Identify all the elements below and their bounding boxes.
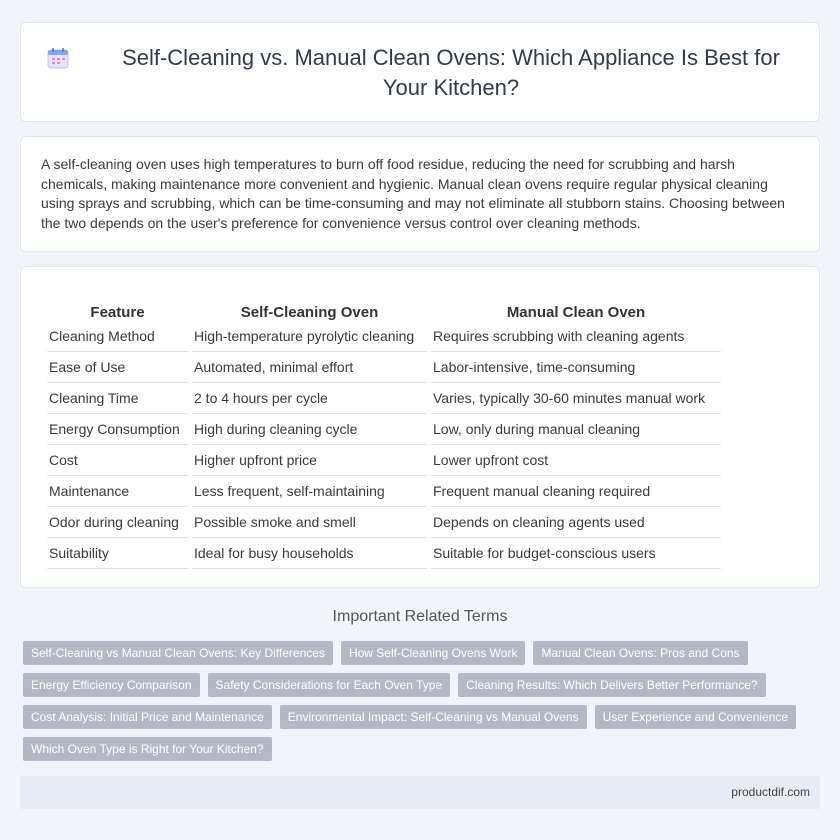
feature-cell: Cleaning Time: [47, 383, 188, 414]
comparison-table: [43, 295, 725, 569]
related-tag[interactable]: Safety Considerations for Each Oven Type: [208, 673, 451, 697]
table-row: [47, 507, 721, 538]
header-self-cleaning: Self-Cleaning Oven: [240, 304, 379, 321]
title-card: [20, 22, 820, 122]
header-feature: Feature: [90, 304, 145, 321]
related-tag[interactable]: Manual Clean Ovens: Pros and Cons: [533, 641, 747, 665]
manual-clean-cell: Requires scrubbing with cleaning agents: [431, 321, 721, 352]
table-row: [47, 352, 721, 383]
manual-clean-cell: Lower upfront cost: [431, 445, 721, 476]
manual-clean-cell: Low, only during manual cleaning: [431, 414, 721, 445]
footer: [20, 776, 820, 809]
self-cleaning-cell: Higher upfront price: [192, 445, 427, 476]
intro-paragraph: A self-cleaning oven uses high temperatures to burn off food residue, reducing the need for scrubbing and harsh chemicals, making maintenance more convenient and hygienic. Manual clean ovens require regular physical cleaning using sprays and scrubbing, which can be time-consuming and may not eliminate all stubborn stains. Choosing between the two depends on the user's preference for convenience versus control over cleaning methods.: [41, 156, 785, 231]
related-tag[interactable]: Cleaning Results: Which Delivers Better Performance?: [458, 673, 765, 697]
table-header-row: [47, 295, 721, 321]
related-tag[interactable]: User Experience and Convenience: [595, 705, 796, 729]
related-tag[interactable]: Energy Efficiency Comparison: [23, 673, 200, 697]
title-wrap: [61, 43, 801, 103]
table-row: [47, 445, 721, 476]
table-row: [47, 383, 721, 414]
related-tag[interactable]: Environmental Impact: Self-Cleaning vs Manual Ovens: [280, 705, 587, 729]
manual-clean-cell: Suitable for budget-conscious users: [431, 538, 721, 569]
feature-cell: Odor during cleaning: [47, 507, 188, 538]
footer-site-link[interactable]: productdif.com: [731, 785, 810, 799]
page-title: Self-Cleaning vs. Manual Clean Ovens: Which Appliance Is Best for Your Kitchen?: [122, 45, 780, 100]
self-cleaning-cell: Possible smoke and smell: [192, 507, 427, 538]
self-cleaning-cell: Less frequent, self-maintaining: [192, 476, 427, 507]
header-manual-clean: Manual Clean Oven: [506, 304, 646, 321]
feature-cell: Maintenance: [47, 476, 188, 507]
related-terms-heading: Important Related Terms: [332, 608, 508, 625]
related-tags: [23, 641, 813, 761]
manual-clean-cell: Depends on cleaning agents used: [431, 507, 721, 538]
comparison-card: [20, 266, 820, 588]
related-tag[interactable]: How Self-Cleaning Ovens Work: [341, 641, 526, 665]
table-row: [47, 476, 721, 507]
self-cleaning-cell: High-temperature pyrolytic cleaning: [192, 321, 427, 352]
related-tag[interactable]: Cost Analysis: Initial Price and Maintenance: [23, 705, 272, 729]
self-cleaning-cell: Automated, minimal effort: [192, 352, 427, 383]
feature-cell: Ease of Use: [47, 352, 188, 383]
table-row: [47, 414, 721, 445]
related-tag[interactable]: Which Oven Type is Right for Your Kitchen?: [23, 737, 272, 761]
manual-clean-cell: Frequent manual cleaning required: [431, 476, 721, 507]
feature-cell: Energy Consumption: [47, 414, 188, 445]
intro-card: [20, 136, 820, 252]
table-row: [47, 538, 721, 569]
table-row: [47, 321, 721, 352]
manual-clean-cell: Labor-intensive, time-consuming: [431, 352, 721, 383]
self-cleaning-cell: High during cleaning cycle: [192, 414, 427, 445]
feature-cell: Suitability: [47, 538, 188, 569]
manual-clean-cell: Varies, typically 30-60 minutes manual work: [431, 383, 721, 414]
self-cleaning-cell: 2 to 4 hours per cycle: [192, 383, 427, 414]
self-cleaning-cell: Ideal for busy households: [192, 538, 427, 569]
feature-cell: Cost: [47, 445, 188, 476]
feature-cell: Cleaning Method: [47, 321, 188, 352]
related-tag[interactable]: Self-Cleaning vs Manual Clean Ovens: Key Differences: [23, 641, 333, 665]
